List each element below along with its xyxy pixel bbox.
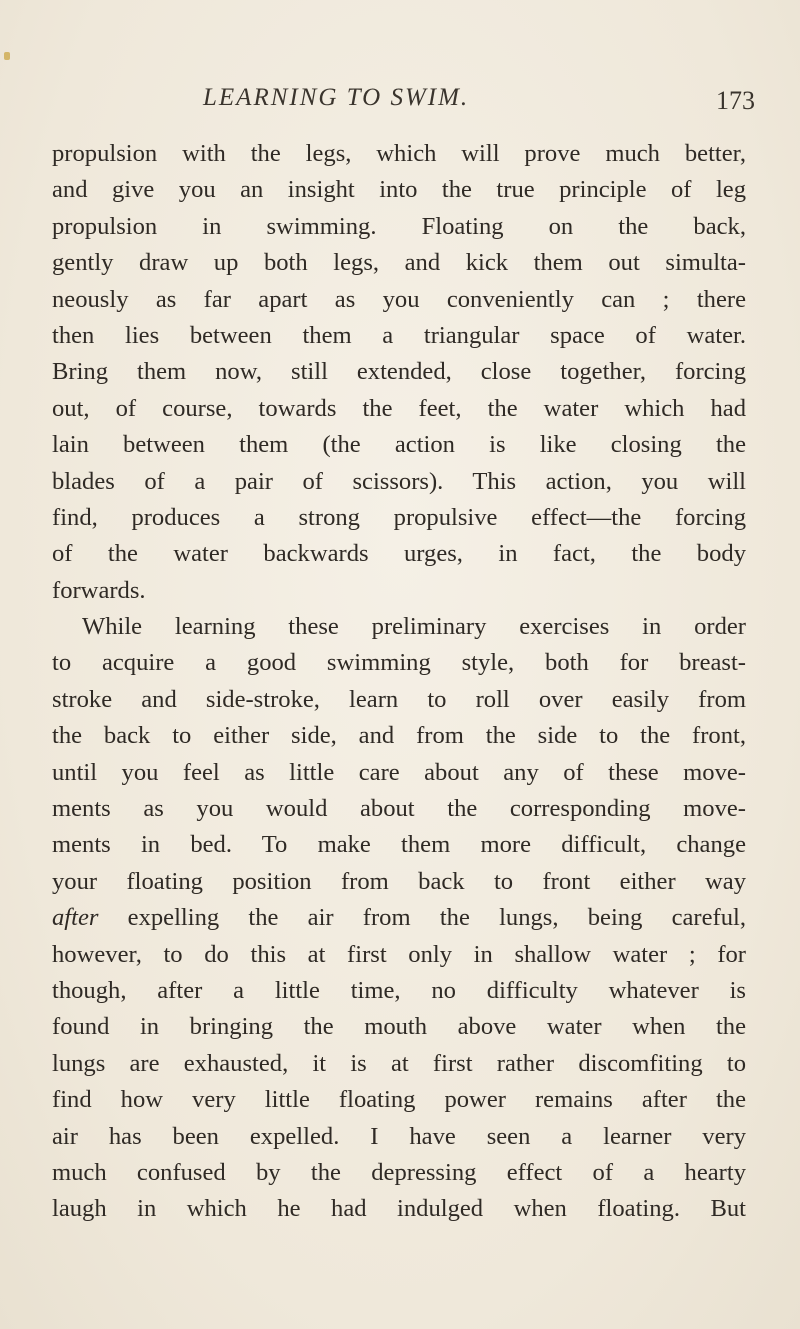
running-title: LEARNING TO SWIM.	[203, 84, 470, 111]
text-line: out, of course, towards the feet, the water which had	[52, 394, 746, 422]
text-line: then lies between them a triangular space of water.	[52, 321, 746, 349]
text-line: find how very little floating power remains after the	[52, 1086, 746, 1114]
text-line: the back to either side, and from the side to the front,	[52, 722, 746, 750]
text-line: of the water backwards urges, in fact, the body	[52, 540, 746, 568]
text-line: find, produces a strong propulsive effect—the forcing	[52, 503, 746, 531]
text-line: until you feel as little care about any of these move-	[52, 758, 746, 786]
text-line: laugh in which he had indulged when floating. But	[52, 1195, 746, 1223]
text-line: stroke and side-stroke, learn to roll over easily from	[52, 685, 746, 713]
body-text	[52, 136, 746, 1228]
text-line: though, after a little time, no difficulty whatever is	[52, 976, 746, 1004]
text-line: much confused by the depressing effect of a hearty	[52, 1158, 746, 1186]
text-line: your floating position from back to front either way	[52, 867, 746, 895]
text-line: neously as far apart as you conveniently can ; there	[52, 285, 746, 313]
text-line: blades of a pair of scissors). This action, you will	[52, 467, 746, 495]
text-line: While learning these preliminary exercises in order	[82, 613, 746, 641]
page-number: 173	[716, 86, 755, 115]
text-line: found in bringing the mouth above water when the	[52, 1013, 746, 1041]
page-header	[0, 84, 800, 114]
italic-word: after	[52, 904, 99, 932]
text-line: however, to do this at first only in shallow water ; for	[52, 940, 746, 968]
text-line: and give you an insight into the true principle of leg	[52, 176, 746, 204]
text-line: lain between them (the action is like closing the	[52, 431, 746, 459]
text-line: propulsion with the legs, which will prove much better,	[52, 140, 746, 167]
text-line: ments as you would about the corresponding move-	[52, 795, 746, 823]
text-line: to acquire a good swimming style, both for breast-	[52, 649, 746, 677]
text-line: Bring them now, still extended, close together, forcing	[52, 358, 746, 386]
text-line: propulsion in swimming. Floating on the back,	[52, 212, 746, 240]
text-line-rest: expelling the air from the lungs, being careful,	[127, 904, 746, 932]
text-line: air has been expelled. I have seen a learner very	[52, 1122, 746, 1150]
text-line: ments in bed. To make them more difficult, change	[52, 831, 746, 859]
text-line: lungs are exhausted, it is at first rather discomfiting to	[52, 1049, 746, 1077]
page-stain	[4, 52, 10, 60]
text-line: gently draw up both legs, and kick them out simulta-	[52, 249, 746, 277]
text-line: forwards.	[52, 576, 146, 604]
text-line	[52, 900, 746, 936]
